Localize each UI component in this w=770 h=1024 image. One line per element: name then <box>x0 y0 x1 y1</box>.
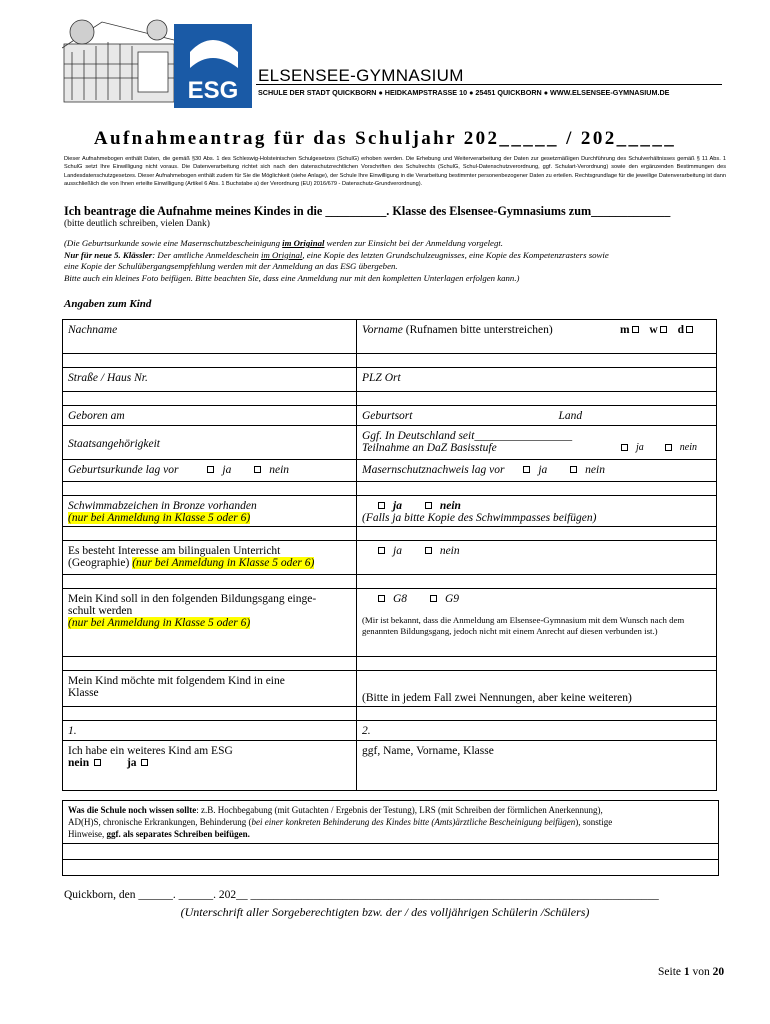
germany-since-field[interactable]: Ggf. In Deutschland seit_________________ Teilnahme an DaZ Basisstufe ja nein <box>357 426 717 460</box>
street-field[interactable]: Straße / Haus Nr. <box>63 368 357 392</box>
document-instructions: (Die Geburtsurkunde sowie eine Masernschutzbescheinigung im Original werden zur Einsicht bei der Anmeldung vorgelegt. Nur für neue 5. Klässler: Der amtliche Anmeldeschein im Original, eine Kopie des letzten Grundschulzeugnisses, eine Kopie des Kompetenzrasters sowie eine Kopie der Schulübergangsempfehlung werden mit der Anmeldung an das ESG übergeben. Bitte auch ein kleines Foto beifügen. Bitte beachten Sie, dass eine Anmeldung nur mit den kompletten Unterlagen erfolgen kann.) <box>64 238 609 283</box>
gender-m-checkbox[interactable] <box>632 326 639 333</box>
notes-box: Was die Schule noch wissen sollte: z.B. Hochbegabung (mit Gutachten / Ergebnis der Testung), LRS (mit Schreiben der förmlichen Anerkennung), AD(H)S, chronische Erkrankungen, Behinderung (bei einer konkreten Behinderung des Kindes bitte (Amts)ärztliche Bescheinigung beifügen), sonstige Hinweise, ggf. als separates Schreiben beifügen. <box>62 800 719 876</box>
signature-caption: (Unterschrift aller Sorgeberechtigten bzw. der / des volljährigen Schülerin /Schülers) <box>180 905 590 919</box>
gender-options: m w d <box>620 324 701 336</box>
gender-d-checkbox[interactable] <box>686 326 693 333</box>
admission-request[interactable]: Ich beantrage die Aufnahme meines Kindes in die __________. Klasse des Elsensee-Gymnasiums zum_____________ <box>64 204 671 218</box>
notes-line-1[interactable] <box>63 843 718 859</box>
lastname-field[interactable]: Nachname <box>63 320 357 354</box>
birth-cert-nein-checkbox[interactable] <box>254 466 261 473</box>
swim-badge-field: Schwimmabzeichen in Bronze vorhanden (nur bei Anmeldung in Klasse 5 oder 6) <box>63 496 357 527</box>
privacy-notice: Dieser Aufnahmebogen enthält Daten, die gemäß §30 Abs. 1 des Schleswig-Holsteinischen Schulgesetzes (SchulG) erhoben werden. Die Erhebung und Weiterverarbeitung der Daten zur gesetzmäßigen Durchführung des Schulverhältnisses gemäß § 11 Abs. 1 SchulG setzt Ihre Einwilligung nicht voraus. Die Datenverarbeitung richtet sich nach den datenschutzrechtlichen Vorschriften des Schulrechts (SchulG, Schul-Datenschutzverordnung, ggf. Schulart-Verordnung) sowie den ergänzenden Bestimmungen des Landesdatenschutzgesetzes. Dieser Aufnahmebogen enthält zudem für Sie die Möglichkeit (siehe Anlage), der Schule Ihre Einwilligung in die Verarbeitung bestimmter personenbezogener Daten zu erteilen. Rechtsgrundlage für die jeweilige Datenverarbeitung ist dann ausschließlich die von Ihnen erteilte Einwilligung (Artikel 6 Abs. 1 Buchstabe a) der Verordnung (EU) 2016/679 - Datenschutz-Grundverordnung). <box>64 156 726 188</box>
education-track-field: Mein Kind soll in den folgenden Bildungsgang einge- schult werden (nur bei Anmeldung in Klasse 5 oder 6) <box>63 589 357 657</box>
measles-proof-field: Masernschutznachweis lag vor ja nein <box>357 460 717 482</box>
measles-ja-checkbox[interactable] <box>523 466 530 473</box>
bilingual-ja-checkbox[interactable] <box>378 547 385 554</box>
notes-line-2[interactable] <box>63 859 718 875</box>
birthdate-field[interactable]: Geboren am <box>63 406 357 426</box>
swim-badge-options: ja nein (Falls ja bitte Kopie des Schwimmpasses beifügen) <box>357 496 717 527</box>
section-title: Angaben zum Kind <box>64 298 152 310</box>
zip-city-field[interactable]: PLZ Ort <box>357 368 717 392</box>
classmate-wish-field: Mein Kind möchte mit folgendem Kind in eine Klasse <box>63 671 357 707</box>
form-title: Aufnahmeantrag für das Schuljahr 202_____ / 202_____ <box>93 128 677 149</box>
g9-checkbox[interactable] <box>430 595 437 602</box>
firstname-field[interactable]: Vorname (Rufnamen bitte unterstreichen) m w d <box>357 320 717 354</box>
sibling-field: Ich habe ein weiteres Kind am ESG nein ja <box>63 741 357 791</box>
request-hint: (bitte deutlich schreiben, vielen Dank) <box>64 219 210 229</box>
school-address: SCHULE DER STADT QUICKBORN ● HEIDKAMPSTRASSE 10 ● 25451 QUICKBORN ● WWW.ELSENSEE-GYMNASIUM.DE <box>258 88 670 97</box>
birth-cert-ja-checkbox[interactable] <box>207 466 214 473</box>
sibling-nein-checkbox[interactable] <box>94 759 101 766</box>
education-track-options: G8 G9 (Mir ist bekannt, dass die Anmeldung am Elsensee-Gymnasium mit dem Wunsch nach dem genannten Bildungsgang, jedoch nicht mit einem Anrecht auf diesen verbunden ist.) <box>357 589 717 657</box>
child-info-form <box>62 319 717 791</box>
swim-ja-checkbox[interactable] <box>378 502 385 509</box>
school-logo <box>62 12 252 110</box>
nationality-field[interactable]: Staatsangehörigkeit <box>63 426 357 460</box>
classmate-2-field[interactable]: 2. <box>357 721 717 741</box>
swim-nein-checkbox[interactable] <box>425 502 432 509</box>
school-building-sketch <box>62 20 174 102</box>
daz-nein-checkbox[interactable] <box>665 444 672 451</box>
gender-w-checkbox[interactable] <box>660 326 667 333</box>
classmate-wish-hint: (Bitte in jedem Fall zwei Nennungen, aber keine weiteren) <box>357 671 717 707</box>
birth-certificate-field: Geburtsurkunde lag vor ja nein <box>63 460 357 482</box>
header-divider <box>256 84 722 85</box>
bilingual-field: Es besteht Interesse am bilingualen Unterricht (Geographie) (nur bei Anmeldung in Klasse 5 oder 6) <box>63 541 357 575</box>
birthplace-field[interactable]: Geburtsort Land <box>357 406 717 426</box>
logo-text: ESG <box>187 77 239 104</box>
daz-ja-checkbox[interactable] <box>621 444 628 451</box>
bilingual-options: ja nein <box>357 541 717 575</box>
measles-nein-checkbox[interactable] <box>570 466 577 473</box>
sibling-ja-checkbox[interactable] <box>141 759 148 766</box>
bilingual-nein-checkbox[interactable] <box>425 547 432 554</box>
g8-checkbox[interactable] <box>378 595 385 602</box>
classmate-1-field[interactable]: 1. <box>63 721 357 741</box>
school-name: ELSENSEE-GYMNASIUM <box>258 66 464 85</box>
sibling-details-field[interactable]: ggf, Name, Vorname, Klasse <box>357 741 717 791</box>
page-number: Seite 1 von 20 <box>658 966 725 978</box>
signature-line[interactable]: Quickborn, den ______. ______. 202__ _______________________________________________________________________ <box>64 889 659 901</box>
